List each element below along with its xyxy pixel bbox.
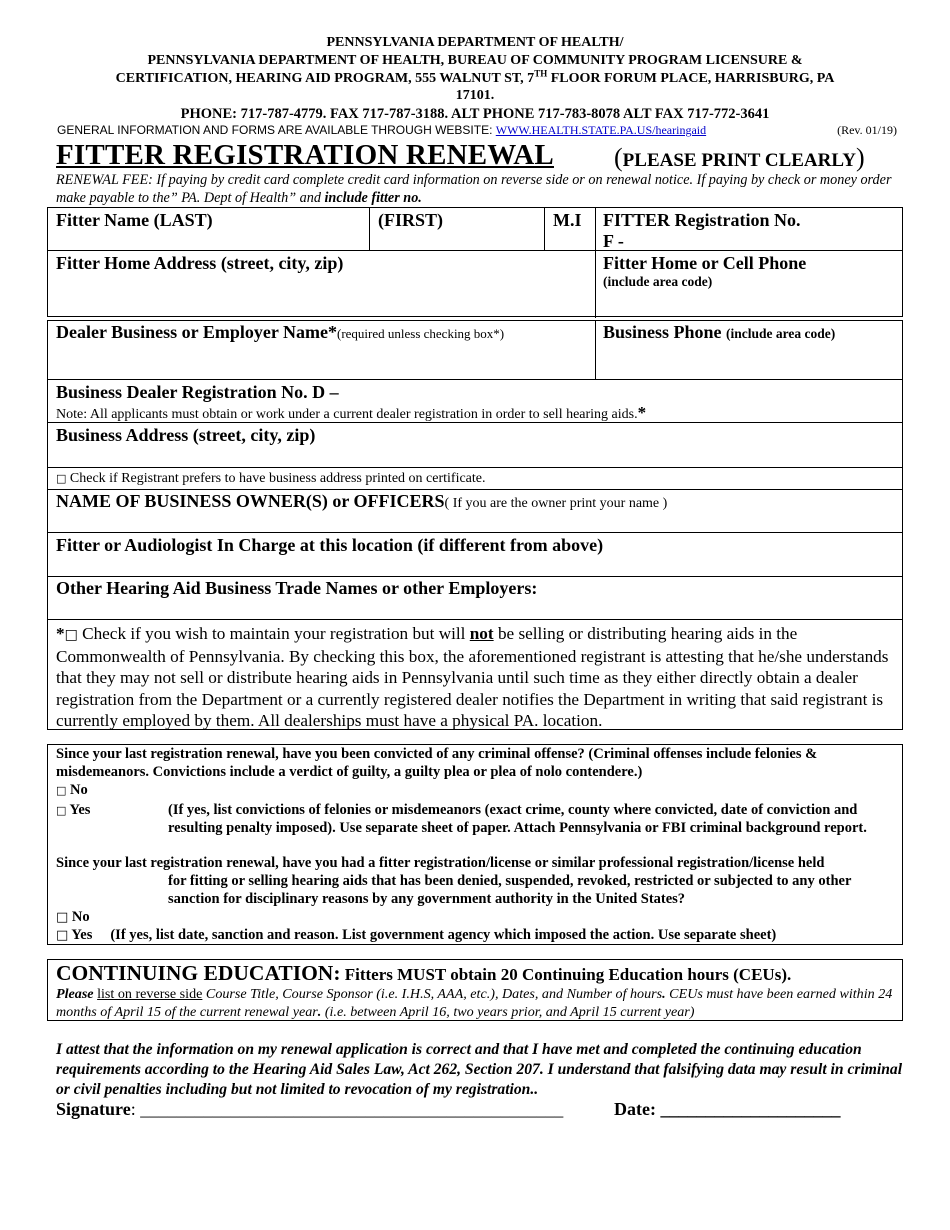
dealer-name-field[interactable] — [48, 321, 595, 379]
agency-address-line-b — [40, 67, 910, 88]
date-blank: ____________________ — [655, 1099, 841, 1119]
fitter-registration-no-field[interactable] — [596, 208, 902, 251]
business-address-field[interactable] — [48, 423, 902, 467]
fitter-registration-no-label: FITTER Registration No. — [603, 210, 801, 230]
maintain-text-b: be selling or distributing hearing aids in the Commonwealth of Pennsylvania. By checking this box, the aforementioned registrant is attesting that he/she understands that they may not sell or distribute hearing aids in Pennsylvania until such time as they either directly obtain a dealer registration from the Department or a currently registered dealer notifies the Department in writing that said registrant is currently employed by them. All dealerships must have a physical PA. location. — [56, 624, 889, 730]
sanction-no-checkbox[interactable]: □ — [56, 910, 69, 925]
print-clearly-text: PLEASE PRINT CLEARLY — [622, 150, 857, 171]
ce-text-b: CEUs must have been earned within 24 months of April 15 of the current renewal year — [56, 986, 893, 1020]
paren-close: ) — [856, 143, 865, 172]
dealer-registration-note — [56, 403, 646, 423]
fitter-first-name-field[interactable] — [370, 208, 544, 251]
agency-address-line-c: 17101. — [455, 88, 495, 103]
fee-text: RENEWAL FEE: If paying by credit card complete credit card information on reverse side or on renewal notice. If paying by check or money order make payable to the” PA. Dept of Health” and — [56, 172, 892, 206]
owners-text: NAME OF BUSINESS OWNER(S) or OFFICERS — [56, 491, 445, 511]
fitter-first-name-label: (FIRST) — [378, 210, 444, 230]
signature-colon: : — [130, 1099, 136, 1119]
dealer-registration-no-label: Business Dealer Registration No. D – — [56, 382, 339, 402]
maintain-text-a: Check if you wish to maintain your registration but will — [77, 624, 470, 643]
trade-names-label: Other Hearing Aid Business Trade Names or other Employers: — [56, 578, 538, 598]
ce-list-on-reverse: list on reverse side — [97, 986, 203, 1002]
website-line — [57, 123, 897, 138]
maintain-star: * — [56, 624, 65, 643]
criminal-no-label: No — [70, 782, 88, 798]
home-address-field[interactable] — [48, 251, 595, 317]
address-line-b-pre: CERTIFICATION, HEARING AID PROGRAM, 555 WALNUT ST, 7 — [115, 70, 535, 86]
ce-title-text: CONTINUING EDUCATION: — [56, 961, 341, 985]
home-address-label: Fitter Home Address (street, city, zip) — [56, 253, 344, 273]
business-phone-field[interactable] — [596, 321, 902, 379]
dealer-name-text: Dealer Business or Employer Name* — [56, 322, 337, 342]
address-superscript: TH — [534, 67, 548, 78]
criminal-no-option — [56, 782, 896, 800]
criminal-question-2-first: Since your last registration renewal, have you had a fitter registration/license or similar professional registration/license held — [56, 855, 825, 871]
signature-label: Signature — [56, 1099, 131, 1119]
agency-address-line-a: PENNSYLVANIA DEPARTMENT OF HEALTH, BUREAU OF COMMUNITY PROGRAM LICENSURE & — [147, 53, 803, 68]
criminal-no-checkbox[interactable]: □ — [56, 784, 67, 797]
print-address-option — [56, 471, 486, 487]
dealer-note-star: * — [637, 403, 647, 422]
home-phone-field[interactable] — [596, 251, 902, 317]
trade-names-field[interactable] — [48, 577, 902, 619]
criminal-yes-label: Yes — [69, 802, 91, 818]
ce-dot: . — [662, 986, 666, 1002]
ce-text-a: Course Title, Course Sponsor (i.e. I.H.S, AAA, etc.), Dates, and Number of hours — [202, 986, 663, 1002]
fitter-info-box — [47, 207, 903, 317]
middle-initial-field[interactable] — [545, 208, 595, 251]
business-phone-note: (include area code) — [726, 326, 836, 341]
sanction-no-label: No — [71, 909, 90, 925]
criminal-yes-checkbox[interactable]: □ — [56, 804, 67, 817]
ce-please: Please — [56, 986, 98, 1002]
agency-phone-line: PHONE: 717-787-4779. FAX 717-787-3188. ALT PHONE 717-783-8078 ALT FAX 717-772-3641 — [180, 106, 770, 122]
criminal-yes-option — [56, 802, 156, 820]
print-address-checkbox[interactable]: □ — [56, 472, 67, 485]
paren-open: ( — [614, 143, 623, 172]
signature-blank: _______________________________________________ — [135, 1099, 564, 1119]
criminal-question-2-rest: for fitting or selling hearing aids that has been denied, suspended, revoked, restricted or subjected to any other sanction for disciplinary reasons by any government authority in the United States? — [168, 873, 852, 907]
sanction-no-option — [56, 909, 896, 927]
sanction-yes-label: Yes — [71, 927, 93, 943]
website-text: GENERAL INFORMATION AND FORMS ARE AVAILABLE THROUGH WEBSITE: — [57, 123, 493, 137]
revision-date: (Rev. 01/19) — [837, 123, 897, 137]
owners-note: ( If you are the owner print your name ) — [444, 496, 668, 511]
business-owners-field[interactable] — [48, 490, 902, 532]
sanction-yes-checkbox[interactable]: □ — [56, 928, 69, 943]
fitter-registration-prefix: F - — [603, 231, 624, 251]
in-charge-label: Fitter or Audiologist In Charge at this location (if different from above) — [56, 535, 604, 555]
ce-subtitle: Fitters MUST obtain 20 Continuing Education hours (CEUs). — [340, 965, 792, 984]
fee-bold: include fitter no. — [324, 189, 422, 206]
agency-header-address — [40, 52, 910, 105]
sanction-yes-option — [56, 927, 896, 945]
fitter-last-name-field[interactable] — [48, 208, 369, 251]
ce-dot-2: . — [317, 1003, 322, 1020]
business-info-box — [47, 320, 903, 620]
date-line[interactable] — [614, 1099, 840, 1120]
date-label: Date: — [614, 1099, 656, 1119]
sanction-yes-detail: (If yes, list date, sanction and reason. List government agency which imposed the action. Use separate sheet) — [110, 927, 777, 943]
continuing-education-title — [56, 961, 791, 986]
fitter-last-name-label: Fitter Name (LAST) — [56, 210, 213, 230]
renewal-fee-instructions — [56, 172, 906, 207]
address-line-b-post: FLOOR FORUM PLACE, HARRISBURG, PA — [547, 70, 835, 86]
dealer-name-note: (required unless checking box*) — [337, 326, 505, 341]
page-title: FITTER REGISTRATION RENEWAL — [56, 139, 554, 171]
in-charge-field[interactable] — [48, 533, 902, 576]
continuing-education-instructions — [56, 986, 901, 1021]
business-address-label: Business Address (street, city, zip) — [56, 425, 316, 445]
ce-text-c: (i.e. between April 16, two years prior, and April 15 current year) — [321, 1003, 695, 1020]
maintain-not: not — [469, 624, 494, 643]
signature-line[interactable] — [56, 1099, 563, 1120]
home-phone-label: Fitter Home or Cell Phone — [603, 253, 807, 273]
print-address-label: Check if Registrant prefers to have business address printed on certificate. — [69, 471, 486, 486]
dealer-note-text: Note: All applicants must obtain or work under a current dealer registration in order to sell hearing aids. — [56, 407, 638, 422]
criminal-yes-detail: (If yes, list convictions of felonies or misdemeanors (exact crime, county where convicted, date of conviction and resulting penalty imposed). Use separate sheet of paper. Attach Pennsylvania or FBI criminal background report. — [168, 802, 867, 836]
agency-header-line-1: PENNSYLVANIA DEPARTMENT OF HEALTH/ — [326, 35, 624, 50]
website-link[interactable]: WWW.HEALTH.STATE.PA.US/hearingaid — [495, 123, 707, 137]
maintain-registration-text — [56, 623, 896, 731]
criminal-question-1: Since your last registration renewal, have you been convicted of any criminal offense? (Criminal offenses include felonies & misdemeanors. Convictions include a verdict of guilty, a guilty plea or plea of nolo contendere.) — [56, 746, 818, 780]
middle-initial-label: M.I — [553, 210, 582, 230]
business-phone-text: Business Phone — [603, 322, 722, 342]
print-clearly-note — [614, 143, 865, 173]
attestation-statement: I attest that the information on my renewal application is correct and that I have met and completed the continuing education requirements according to the Hearing Aid Sales Law, Act 262, Section 207. I understand that falsifying data may result in criminal or civil penalties including but not limited to revocation of my registration.. — [56, 1041, 903, 1098]
home-phone-note: (include area code) — [603, 274, 713, 289]
maintain-registration-checkbox[interactable]: □ — [64, 627, 78, 643]
